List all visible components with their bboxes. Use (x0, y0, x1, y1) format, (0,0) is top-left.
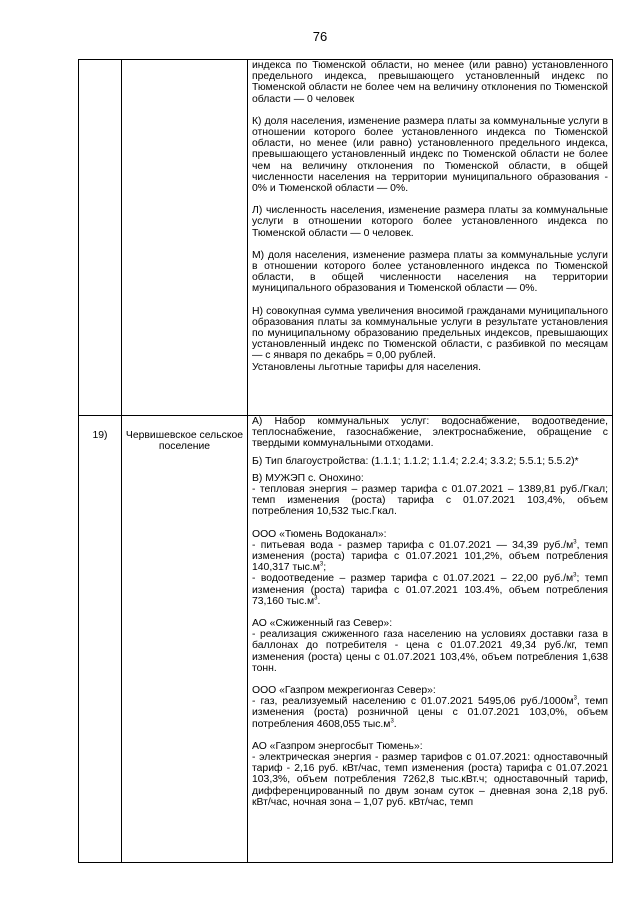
gas-tariff (252, 696, 608, 730)
paragraph-k: К) доля населения, изменение размера платы за коммунальные услуги в отношении которого более установленного индекса по Тюменской области, но менее (или равно) установленного предельного индекса, превышающего установленный индекс по Тюменской области не более чем на величину отклонения по Тюменской области, в общей численности населения на территории муниципального образования - 0% и Тюменской области — 0%. (252, 115, 608, 195)
cubic-sup: 3 (314, 595, 318, 602)
water-text: - питьевая вода - размер тарифа с 01.07.2021 — 34,39 руб./м (252, 539, 574, 551)
cubic-sup: 3 (573, 572, 577, 579)
lpg-title: АО «Сжиженный газ Север»: (252, 618, 393, 630)
cubic-sup: 3 (390, 718, 394, 725)
gas-end: . (393, 718, 397, 730)
water-tariff (252, 540, 608, 574)
row-number: 19) (79, 416, 122, 863)
settlement-name: Червишевское сельское поселение (122, 416, 248, 863)
name-cell (122, 60, 248, 416)
paragraph-a: А) Набор коммунальных услуг: водоснабжение, водоотведение, теплоснабжение, газоснабжение, электроснабжение, обращение с твердыми коммунальными отходами. (252, 416, 608, 450)
page-number: 76 (312, 29, 328, 44)
indicators-cell (248, 60, 613, 416)
sewer-tariff (252, 573, 608, 607)
paragraph-n: Н) совокупная сумма увеличения вносимой гражданами муниципального образования платы за коммунальные услуги в результате установления по муниципальному образованию предельных индексов, превышающих установленный индекс по Тюменской области, с разбивкой по месяцам — с января по декабрь = 0,00 рублей. (252, 305, 608, 362)
sewer-end: . (317, 595, 321, 607)
gas-text-2: , темп изменения (роста) розничной цены с 01.07.2021 103,0%, объем потребления 4608,055 тыс.м (252, 696, 608, 730)
table-row (79, 60, 613, 416)
paragraph-v-title: В) МУЖЭП с. Онохино: (252, 472, 364, 484)
sewer-text-2: ; темп изменения (роста) тарифа с 01.07.2021 103.4%, объем потребления 73,160 тыс.м (252, 573, 608, 607)
water-end: ; (323, 562, 327, 574)
municipal-tariff-table (78, 59, 613, 863)
cubic-sup: 3 (573, 695, 577, 702)
paragraph-l: Л) численность населения, изменение размера платы за коммунальные услуги в отношении которого более установленного индекса по Тюменской области — 0 человек. (252, 205, 608, 239)
water-text-2: , темп изменения (роста) тарифа с 01.07.2021 101,2%, объем потребления 140,317 тыс.м (252, 539, 608, 574)
gazprom-title: ООО «Газпром межрегионгаз Север»: (252, 685, 436, 697)
number-cell (79, 60, 122, 416)
paragraph-m: М) доля населения, изменение размера платы за коммунальные услуги в отношении которого более установленного индекса по Тюменской области, в общей численности населения на территории муниципального образования и Тюменской области — 0%. (252, 249, 608, 295)
services-cell (248, 416, 613, 863)
paragraph-b: Б) Тип благоустройства: (1.1.1; 1.1.2; 1.1.4; 2.2.4; 3.3.2; 5.5.1; 5.5.2)* (252, 455, 579, 467)
table-row (79, 416, 613, 863)
gas-text: - газ, реализуемый населению с 01.07.2021 5495,06 руб./1000м (252, 696, 574, 708)
cubic-sup: 3 (319, 561, 324, 568)
electricity-tariff: - электрическая энергия - размер тарифов с 01.07.2021: одноставочный тариф - 2,16 руб. кВт/час, темп изменения (роста) тарифа с 01.07.2021 103,3%, объем потребления 7262,8 тыс.кВт.ч; одноставочный тариф, дифференцированный по двум зонам суток – дневная зона 2,18 руб. кВт/час, ночная зона – 1,07 руб. кВт/час, темп (252, 752, 608, 808)
paragraph-tariffs: Установлены льготные тарифы для населения. (252, 361, 482, 373)
energo-title: АО «Газпром энергосбыт Тюмень»: (252, 740, 423, 752)
sewer-text: - водоотведение – размер тарифа с 01.07.2021 – 22,00 руб./м (252, 573, 574, 585)
cubic-sup: 3 (573, 539, 577, 546)
lpg-tariff: - реализация сжиженного газа населению на условиях доставки газа в баллонах до потребителя - цена с 01.07.2021 49,34 руб./кг, темп изменения (роста) цены с 01.07.2021 103,4%, объем потребления 1,638 тонн. (252, 629, 608, 674)
vodokanal-title: ООО «Тюмень Водоканал»: (252, 528, 387, 540)
heat-tariff: - тепловая энергия – размер тарифа с 01.07.2021 – 1389,81 руб./Гкал; темп изменения (роста) тарифа с 01.07.2021 103,4%, объем потребления 10,532 тыс.Гкал. (252, 484, 608, 518)
paragraph-continued: индекса по Тюменской области, но менее (или равно) установленного предельного индекса, превышающего установленный индекс по Тюменской области не более чем на величину отклонения по Тюменской области — 0 человек (252, 60, 608, 105)
